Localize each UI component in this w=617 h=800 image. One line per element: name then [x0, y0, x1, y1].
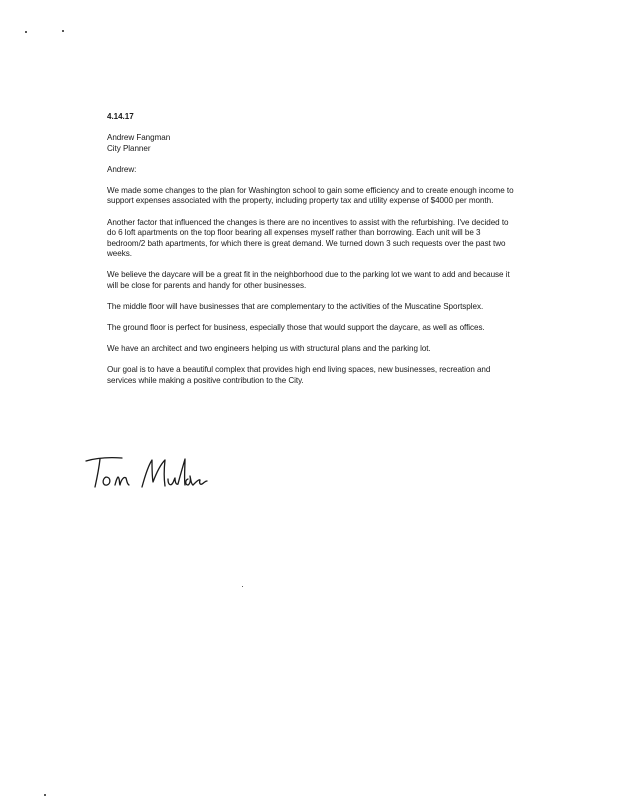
scan-speck: [25, 31, 27, 33]
paragraph-goal: Our goal is to have a beautiful complex that provides high end living spaces, new businesses, recreation and services while making a positive contribution to the City.: [107, 365, 491, 385]
scan-speck: [62, 30, 64, 32]
recipient-name: Andrew Fangman: [107, 133, 171, 143]
salutation: Andrew:: [107, 164, 137, 174]
paragraph-apartments: Another factor that influenced the changes is there are no incentives to assist with the refurbishing. I've decided to do 6 loft apartments on the top floor bearing all expenses myself rather than borrowing. Each unit will be 3 bedroom/2 bath apartments, for which there is great demand. We turned down 3 such requests over the past two weeks.: [107, 217, 509, 259]
paragraph-daycare: We believe the daycare will be a great fit in the neighborhood due to the parking lot we want to add and because it will be close for parents and handy for other businesses.: [107, 270, 510, 291]
paragraph-finances: We made some changes to the plan for Washington school to gain some efficiency and to create enough income to support expenses associated with the property, including property tax and utility expense of $4000 per month.: [107, 185, 514, 206]
recipient-block: [107, 133, 515, 154]
paragraph-ground-floor: The ground floor is perfect for business, especially those that would support the daycare, as well as offices.: [107, 323, 485, 333]
letter-date: 4.14.17: [107, 112, 134, 121]
paragraph-middle-floor: The middle floor will have businesses that are complementary to the activities of the Muscatine Sportsplex.: [107, 302, 484, 312]
letter-body: [107, 112, 515, 397]
paragraph-engineers: We have an architect and two engineers helping us with structural plans and the parking lot.: [107, 344, 431, 354]
scan-speck: [242, 586, 243, 587]
scan-speck: [44, 794, 46, 796]
signature-scribble: [84, 454, 208, 492]
recipient-title: City Planner: [107, 143, 151, 153]
handwritten-signature: [84, 454, 208, 492]
